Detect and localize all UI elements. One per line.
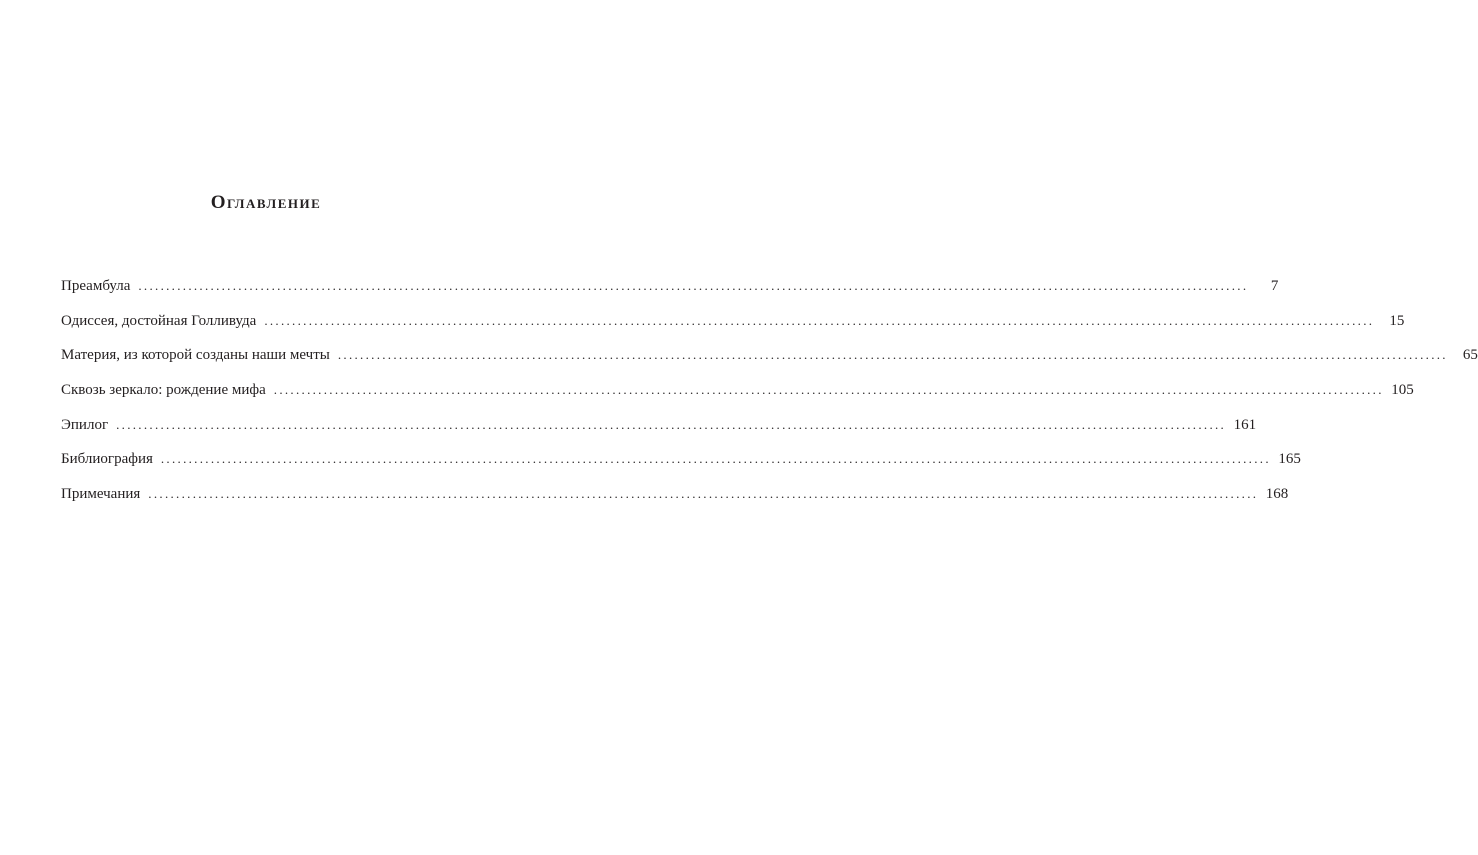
dot-leader: ........................................................................................................................................................................................................ — [160, 451, 1271, 467]
dot-leader: ........................................................................................................................................................................................................ — [148, 486, 1259, 502]
toc-entry-page: 105 — [1391, 382, 1414, 399]
toc-entry-label: Сквозь зеркало: рождение мифа — [61, 382, 266, 399]
toc-entry — [61, 311, 1405, 346]
toc-entry — [61, 345, 1478, 380]
dot-leader: ........................................................................................................................................................................................................ — [273, 382, 1384, 398]
dot-leader: ........................................................................................................................................................................................................ — [264, 312, 1375, 328]
toc-entry-page: 168 — [1265, 486, 1289, 503]
toc-entry-label: Примечания — [61, 486, 141, 503]
dot-leader: ........................................................................................................................................................................................................ — [337, 347, 1448, 363]
toc-entry-page: 7 — [1270, 278, 1279, 294]
toc-entry — [61, 484, 1289, 519]
toc-entry-page: 161 — [1233, 416, 1257, 433]
toc-entry-label: Одиссея, достойная Голливуда — [61, 312, 257, 329]
toc-entry — [61, 380, 1414, 415]
page-title: Оглавление — [210, 192, 322, 213]
table-of-contents — [61, 276, 1478, 519]
toc-entry-page: 165 — [1278, 451, 1301, 468]
toc-entry-page: 65 — [1462, 347, 1478, 364]
toc-entry-label: Материя, из которой созданы наши мечты — [61, 347, 330, 364]
toc-entry-label: Преамбула — [61, 278, 131, 294]
dot-leader: ........................................................................................................................................................................................................ — [116, 416, 1227, 432]
toc-entry — [61, 415, 1257, 450]
toc-entry — [61, 449, 1301, 484]
toc-entry — [61, 276, 1279, 311]
toc-entry-label: Эпилог — [61, 416, 109, 433]
toc-entry-label: Библиография — [61, 451, 153, 468]
toc-entry-page: 15 — [1389, 312, 1405, 329]
dot-leader: ........................................................................................................................................................................................................ — [138, 278, 1249, 293]
